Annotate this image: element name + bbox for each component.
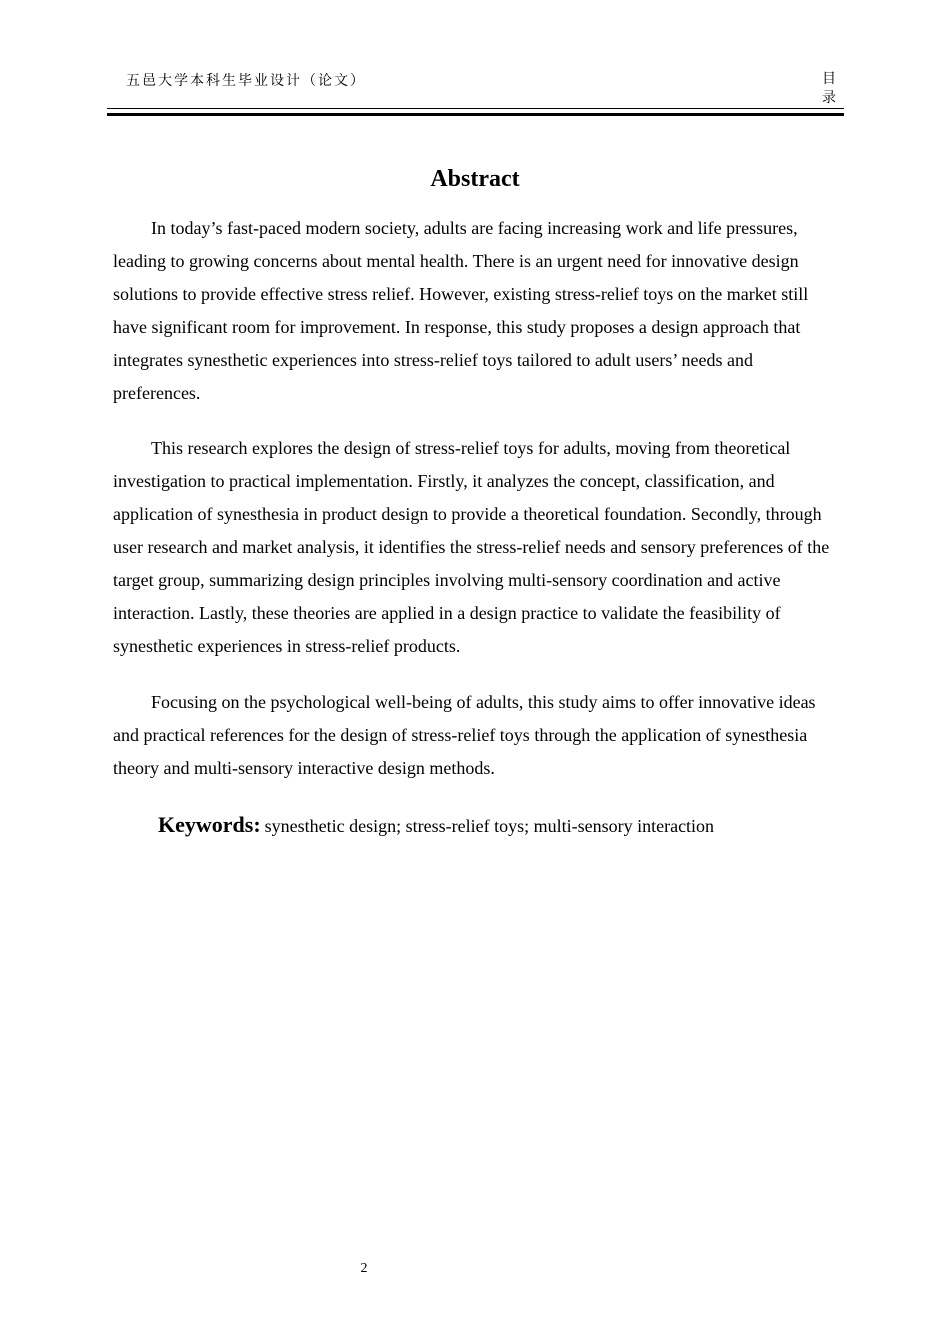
abstract-paragraph-3	[113, 686, 843, 785]
paragraph-text: Focusing on the psychological well-being of adults, this study aims to offer innovative ideas and practical references for the design of stress-relief toys through the application of synesthesia theory and multi-sensory interactive design methods.	[113, 692, 816, 778]
keywords-line	[158, 812, 714, 838]
keywords-label: Keywords:	[158, 812, 261, 837]
page-number: 2	[360, 1261, 368, 1276]
header-rule-thick	[107, 113, 844, 116]
header-section-label: 目录	[822, 71, 836, 106]
paragraph-text: In today’s fast-paced modern society, adults are facing increasing work and life pressures, leading to growing concerns about mental health. There is an urgent need for innovative design solutions to provide effective stress relief. However, existing stress-relief toys on the market still have significant room for improvement. In response, this study proposes a design approach that integrates synesthetic experiences into stress-relief toys tailored to adult users’ needs and preferences.	[113, 218, 809, 403]
header-title: 五邑大学本科生毕业设计（论文）	[126, 73, 366, 89]
abstract-paragraph-2	[113, 432, 843, 663]
keywords-text: synesthetic design; stress-relief toys; multi-sensory interaction	[264, 816, 715, 836]
paragraph-text: This research explores the design of stress-relief toys for adults, moving from theoretical investigation to practical implementation. Firstly, it analyzes the concept, classification, and application of synesthesia in product design to provide a theoretical foundation. Secondly, through user research and market analysis, it identifies the stress-relief needs and sensory preferences of the target group, summarizing design principles involving multi-sensory coordination and active interaction. Lastly, these theories are applied in a design practice to validate the feasibility of synesthetic experiences in stress-relief products.	[113, 438, 830, 656]
abstract-paragraph-1	[113, 212, 843, 410]
header-rule-thin	[107, 108, 844, 109]
abstract-title: Abstract	[430, 166, 520, 192]
